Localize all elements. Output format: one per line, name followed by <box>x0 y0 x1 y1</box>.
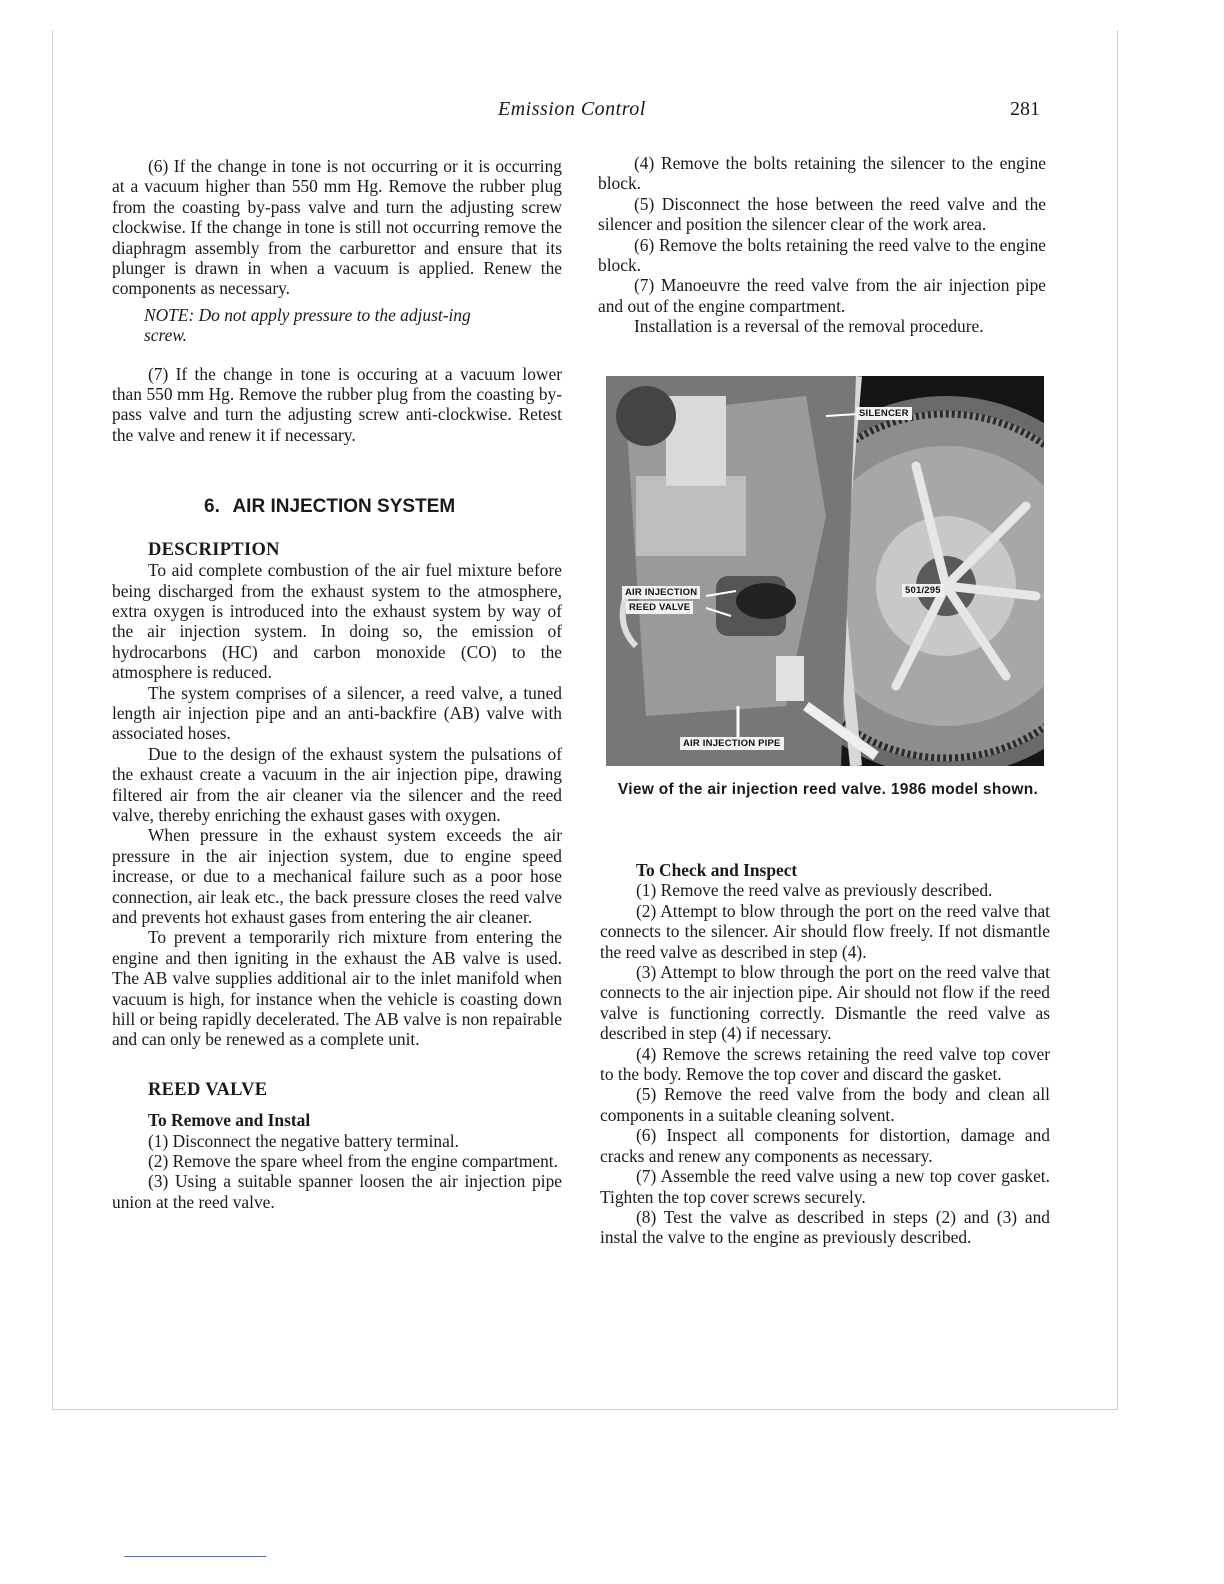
section-title: AIR INJECTION SYSTEM <box>232 496 456 518</box>
remove-step-5: (5) Disconnect the hose between the reed valve and the silencer and position the silencer clear of the work area. <box>598 193 1046 235</box>
check-step-5: (5) Remove the reed valve from the body and clean all components in a suitable cleaning solvent. <box>600 1084 1050 1125</box>
engine-photo <box>606 376 1044 766</box>
figure-caption: View of the air injection reed valve. 1986 model shown. <box>617 781 1039 798</box>
check-inspect-heading: To Check and Inspect <box>636 860 798 880</box>
remove-instal-heading: To Remove and Instal <box>148 1110 311 1131</box>
page-number: 281 <box>1010 98 1040 120</box>
label-air-injection: AIR INJECTION <box>622 586 700 599</box>
right-column-top <box>598 153 1046 337</box>
check-step-1: (1) Remove the reed valve as previously described. <box>636 880 993 901</box>
label-figure-ref: 501/295 <box>902 584 944 597</box>
check-step-7: (7) Assemble the reed valve using a new top cover gasket. Tighten the top cover screws securely. <box>600 1166 1050 1207</box>
description-paragraph-3: Due to the design of the exhaust system the pulsations of the exhaust create a vacuum in the air injection pipe, drawing filtered air from the air cleaner via the silencer and the reed valve, thereby enriching the exhaust gases with oxygen. <box>112 743 562 825</box>
check-step-4: (4) Remove the screws retaining the reed valve top cover to the body. Remove the top cover and discard the gasket. <box>600 1043 1050 1085</box>
description-paragraph-4: When pressure in the exhaust system exceeds the air pressure in the air injection system, due to engine speed increase, or due to a mechanical failure such as a poor hose connection, air leak etc., the back pressure closes the reed valve and prevents hot exhaust gases from entering the air cleaner. <box>112 825 562 927</box>
description-heading: DESCRIPTION <box>148 539 280 560</box>
remove-step-7: (7) Manoeuvre the reed valve from the air injection pipe and out of the engine compartment. <box>598 275 1046 316</box>
section-number: 6. <box>204 496 220 518</box>
description-paragraph-1: To aid complete combustion of the air fuel mixture before being discharged from the exhaust system to the atmosphere, extra oxygen is introduced into the exhaust system by way of the air injection system. In doing so, the emission of hydrocarbons (HC) and carbon monoxide (CO) to the atmosphere is reduced. <box>112 560 562 683</box>
check-step-2: (2) Attempt to blow through the port on the reed valve that connects to the silencer. Air should flow freely. If not dismantle the reed valve as described in step (4). <box>600 900 1050 962</box>
check-step-6: (6) Inspect all components for distortion, damage and cracks and renew any components as necessary. <box>600 1125 1050 1166</box>
paragraph-step-7: (7) If the change in tone is occuring at a vacuum lower than 550 mm Hg. Remove the rubber plug from the coasting by-pass valve and turn the adjusting screw anti-clockwise. Retest the valve and renew it if necessary. <box>112 363 562 445</box>
right-column-bottom <box>600 860 1050 1248</box>
section-heading <box>204 497 562 517</box>
label-reed-valve: REED VALVE <box>626 601 693 614</box>
description-paragraph-5: To prevent a temporarily rich mixture from entering the engine and then igniting in the exhaust the AB valve is used. The AB valve supplies additional air to the inlet manifold when vacuum is high, for instance when the vehicle is coasting down hill or being rapidly decelerated. The AB valve is non repairable and can only be renewed as a complete unit. <box>112 927 562 1050</box>
check-step-3: (3) Attempt to blow through the port on the reed valve that connects to the air injection pipe. Air should not flow if the reed valve is functioning correctly. Dismantle the reed valve as described in step (4) if necessary. <box>600 962 1050 1044</box>
remove-step-2: (2) Remove the spare wheel from the engine compartment. <box>148 1151 558 1172</box>
note: NOTE: Do not apply pressure to the adjust-ing screw. <box>144 304 471 346</box>
remove-step-4: (4) Remove the bolts retaining the silencer to the engine block. <box>598 153 1046 194</box>
left-column <box>112 156 562 1212</box>
installation-note: Installation is a reversal of the removal procedure. <box>634 316 984 337</box>
remove-step-3: (3) Using a suitable spanner loosen the air injection pipe union at the reed valve. <box>112 1171 562 1212</box>
running-title: Emission Control <box>498 98 646 120</box>
bottom-link-underline <box>124 1556 266 1557</box>
label-silencer: SILENCER <box>856 407 912 420</box>
remove-step-1: (1) Disconnect the negative battery terminal. <box>148 1130 459 1151</box>
description-paragraph-2: The system comprises of a silencer, a reed valve, a tuned length air injection pipe and an anti-backfire (AB) valve with associated hoses. <box>112 682 562 744</box>
remove-step-6: (6) Remove the bolts retaining the reed valve to the engine block. <box>598 234 1046 276</box>
check-step-8: (8) Test the valve as described in steps (2) and (3) and instal the valve to the engine as previously described. <box>600 1206 1050 1248</box>
reed-valve-heading: REED VALVE <box>148 1079 268 1100</box>
label-air-injection-pipe: AIR INJECTION PIPE <box>680 737 784 750</box>
engine-photo-illustration <box>606 376 1044 766</box>
paragraph-step-6: (6) If the change in tone is not occurring or it is occurring at a vacuum higher than 550 mm Hg. Remove the rubber plug from the coasting by-pass valve and turn the adjusting screw clockwise. If the change in tone is still not occurring remove the diaphragm assembly from the carburettor and ensure that its plunger is drawn in when a vacuum is applied. Renew the components as necessary. <box>112 156 562 299</box>
